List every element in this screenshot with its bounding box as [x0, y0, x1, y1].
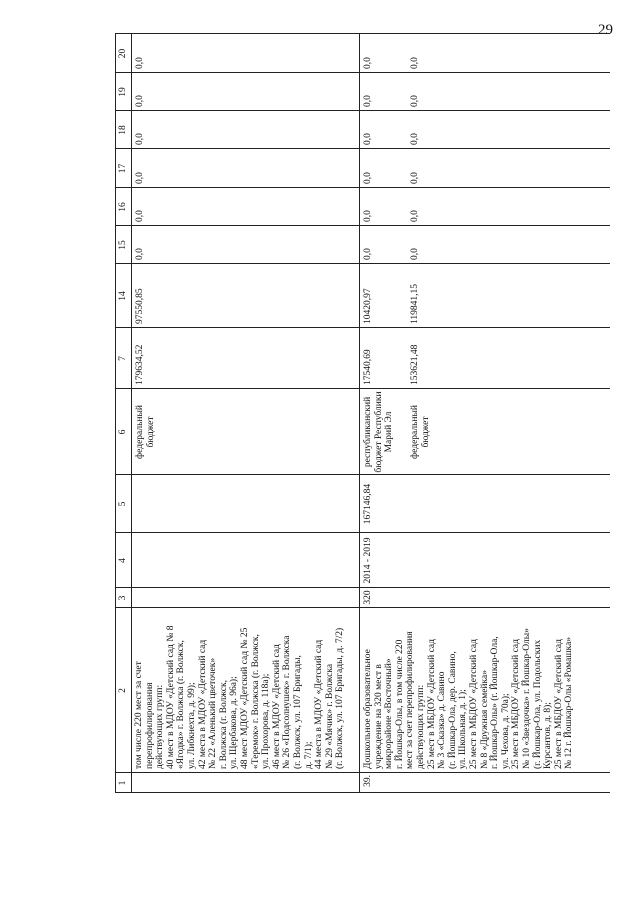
column-border — [115, 110, 610, 111]
header-col-18: 18 — [118, 125, 128, 135]
rotated-budget-table — [115, 33, 610, 793]
column-border — [115, 327, 610, 328]
header-col-15: 15 — [118, 240, 128, 250]
continued-row-description: том числе 220 мест за счет перепрофилирования действующих групп: 40 мест в МДОУ «Детский сад № 8 «Ягодка» г. Волжска (г. Волжск, ул. Либкнехта, д. 99); 42 места в МДОУ «Детский сад № 22 «Аленький цветочек» г. Волжска (г. Волжск, ул. Щербакова, д. 96а); 48 мест МДОУ «Детский сад № 25 «Теремок» г. Волжска (г. Волжск, ул. Прохорова, д. 118а); 46 мест в МДОУ «Детский сад № 26 «Подсолнушек» г. Волжска (г. Волжск, ул. 107 Бригады, д. 7/1); 44 места в МДОУ «Детский сад № 29 «Мячик» г. Волжска (г. Волжск, ул. 107 Бригады, д. 7/2) — [134, 625, 346, 769]
row-39-cost: 167146,84 — [363, 483, 373, 525]
header-col-2: 2 — [118, 688, 128, 693]
row-39-source-1-col17: 0,0 — [363, 172, 373, 184]
row-39-source-1-col14: 10420,97 — [363, 288, 373, 324]
row-39-source-1-col15: 0,0 — [363, 248, 373, 260]
continued-row-value-col15: 0,0 — [135, 248, 145, 260]
continued-row-value-col16: 0,0 — [135, 210, 145, 222]
row-39-source-2-col7: 153621,48 — [410, 344, 420, 385]
header-col-14: 14 — [118, 291, 128, 301]
row-39-source-1-col16: 0,0 — [363, 210, 373, 222]
row-39-source-2-col19: 0,0 — [410, 95, 420, 107]
row-divider — [359, 33, 360, 793]
page-number: 29 — [598, 22, 613, 38]
row-39-source-1-col19: 0,0 — [363, 95, 373, 107]
row-39-source-2-col18: 0,0 — [410, 133, 420, 145]
row-39-capacity: 320 — [363, 590, 373, 605]
row-39-source-2-col16: 0,0 — [410, 210, 420, 222]
row-39-number: 39. — [363, 775, 373, 787]
continued-row-value-col14: 97550,85 — [135, 288, 145, 324]
continued-row-funding-source: федеральный бюджет — [135, 405, 156, 459]
row-39-source-2-col15: 0,0 — [410, 248, 420, 260]
header-col-1: 1 — [118, 780, 128, 786]
row-39-source-2-col17: 0,0 — [410, 172, 420, 184]
header-col-6: 6 — [118, 429, 128, 435]
row-39-source-2-col14: 119841,15 — [410, 283, 420, 324]
header-col-16: 16 — [118, 202, 128, 212]
header-col-7: 7 — [118, 356, 128, 361]
column-border — [115, 187, 610, 188]
column-border — [115, 225, 610, 226]
header-col-3: 3 — [118, 595, 128, 601]
continued-row-value-col7: 179634,52 — [135, 344, 145, 385]
column-border — [115, 607, 610, 608]
continued-row-value-col18: 0,0 — [135, 133, 145, 145]
column-border — [115, 148, 610, 149]
row-39-period: 2014 - 2019 — [363, 537, 373, 584]
column-border — [115, 72, 610, 73]
header-col-17: 17 — [118, 163, 128, 174]
row-39-source-1-col18: 0,0 — [363, 133, 373, 145]
header-bottom-border — [131, 33, 132, 793]
header-col-4: 4 — [118, 558, 128, 563]
row-39-description: Дошкольное образовательное учреждение на 320 мест в микрорайоне «Восточный» г. Йошкар-Олы, в том числе 220 мест за счет перепрофилирования действующих групп: 25 мест в МБДОУ «Детский сад № 3 «Сказка» д. Савино (г. Йошкар-Ола, дер. Савино, ул. Школьная, д. 1); 25 мест в МБДОУ «Детский сад № 8 «Дружная семейка» г. Йошкар-Олы» (г. Йошкар-Ола, ул. Чехова, д. 70а); 25 мест в МБДОУ «Детский сад № 10 «Звездочка» г. Йошкар-Олы» (г. Йошкар-Ола, ул. Подольских Курсантов, д. 8); 25 мест в МБДОУ «Детский сад № 12 г. Йошкар-Олы «Ромашка» — [363, 628, 575, 769]
row-39-source-1-col7: 17540,69 — [363, 349, 373, 385]
column-border — [115, 263, 610, 264]
header-col-5: 5 — [118, 501, 128, 507]
row-39-source-2-col20: 0,0 — [410, 57, 420, 69]
column-border — [115, 772, 610, 773]
column-border — [115, 33, 610, 34]
row-39-source-1-col20: 0,0 — [363, 57, 373, 69]
row-39-source-1-name: республиканский бюджет Республики Марий Эл — [363, 391, 395, 473]
row-39-source-2-name: федеральный бюджет — [410, 405, 431, 459]
header-col-20: 20 — [118, 48, 128, 59]
continued-row-value-col20: 0,0 — [135, 57, 145, 69]
continued-row-value-col19: 0,0 — [135, 95, 145, 107]
continued-row-value-col17: 0,0 — [135, 172, 145, 184]
header-col-19: 19 — [118, 87, 128, 97]
